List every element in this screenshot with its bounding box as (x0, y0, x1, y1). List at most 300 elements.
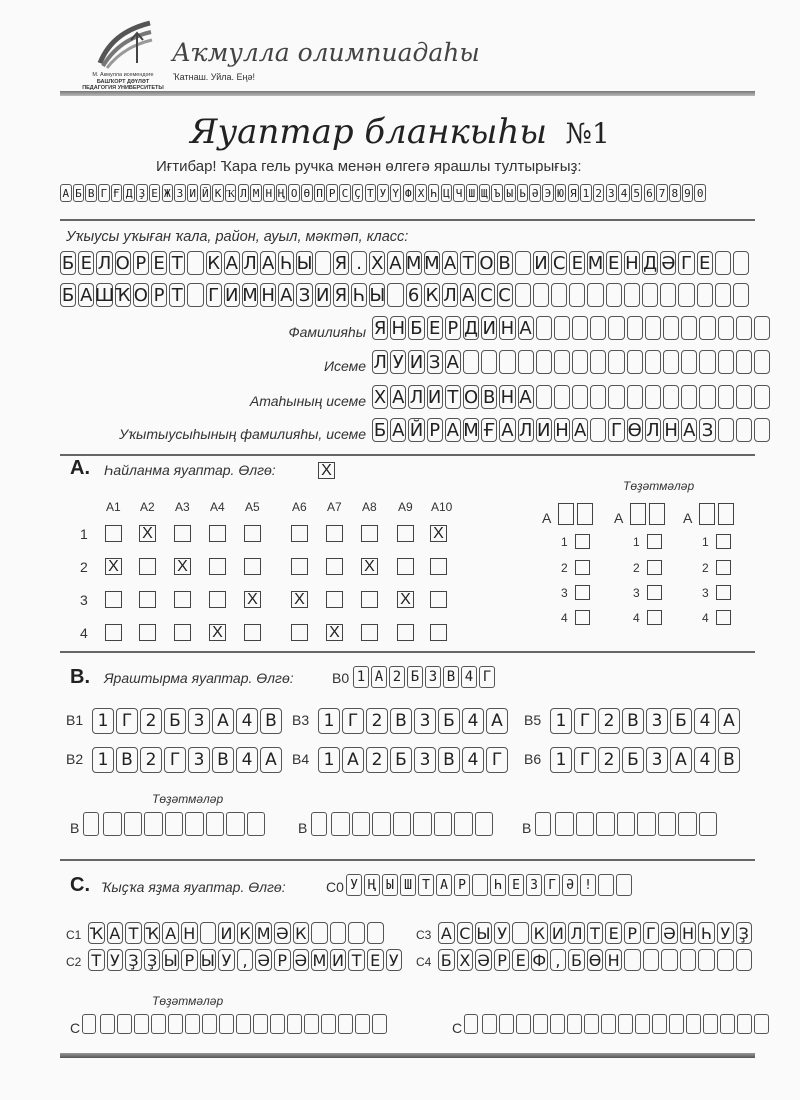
person-char-cell[interactable] (463, 350, 479, 374)
school-char-cell[interactable] (715, 251, 731, 275)
corr-cell[interactable] (637, 812, 656, 836)
corr-cell[interactable] (226, 812, 245, 836)
person-char-cell[interactable]: Н (391, 317, 406, 339)
person-char-cell[interactable] (754, 316, 770, 340)
match-answer-cell[interactable]: 3 (414, 708, 436, 734)
match-answer-cell[interactable]: 1 (550, 708, 572, 734)
sample-short-cell[interactable]: З (526, 874, 542, 896)
person-char-cell[interactable]: Й (409, 419, 424, 441)
person-char-cell[interactable]: Н (500, 386, 515, 408)
sample-match-cell[interactable]: В (443, 666, 459, 688)
person-char-cell[interactable] (663, 350, 679, 374)
person-char-cell[interactable]: Г (608, 418, 624, 442)
match-answer-cell[interactable]: А (342, 747, 364, 773)
school-char-cell[interactable] (624, 283, 640, 307)
corr-cell[interactable] (321, 1014, 336, 1034)
corr-cell[interactable] (185, 812, 204, 836)
school-char-cell[interactable]: К (425, 284, 439, 306)
sample-short-cell[interactable]: Р (454, 874, 470, 896)
answer-checkbox[interactable]: X (291, 591, 308, 608)
corr-cell[interactable] (754, 1014, 769, 1034)
corr-cell[interactable] (270, 1014, 285, 1034)
short-answer-cell[interactable]: Н (605, 949, 622, 971)
match-answer-cell[interactable]: В (260, 708, 282, 734)
match-answer-cell[interactable]: 2 (366, 747, 388, 773)
sample-short-cell[interactable]: Ә (562, 874, 578, 896)
short-answer-cell[interactable]: У (386, 949, 403, 971)
corr-cell[interactable] (669, 1014, 684, 1034)
corr-cell[interactable] (413, 812, 432, 836)
short-answer-cell[interactable] (311, 922, 328, 944)
match-answer-cell[interactable]: 4 (462, 708, 484, 734)
match-answer-cell[interactable]: 1 (550, 747, 572, 773)
corr-cell[interactable] (601, 1014, 616, 1034)
person-char-cell[interactable] (572, 385, 588, 409)
sample-match-cell[interactable]: 3 (425, 666, 441, 688)
person-char-cell[interactable] (718, 418, 734, 442)
corr-cell[interactable] (499, 1014, 514, 1034)
short-answer-cell[interactable]: , (237, 949, 254, 971)
short-answer-cell[interactable]: М (312, 950, 327, 970)
sample-match-cell[interactable]: 2 (389, 666, 405, 688)
answer-checkbox[interactable] (361, 525, 378, 542)
answer-checkbox[interactable] (430, 624, 447, 641)
answer-checkbox[interactable] (105, 591, 122, 608)
person-char-cell[interactable] (681, 385, 697, 409)
school-char-cell[interactable]: К (207, 252, 220, 274)
sample-short-cell[interactable]: Е (508, 874, 524, 896)
short-answer-cell[interactable]: Т (348, 949, 365, 971)
corr-checkbox[interactable] (716, 534, 731, 549)
person-char-cell[interactable] (736, 350, 752, 374)
answer-checkbox[interactable] (326, 591, 343, 608)
sample-short-cell[interactable]: ! (580, 874, 596, 896)
corr-box[interactable] (630, 503, 646, 525)
school-char-cell[interactable]: Е (606, 251, 622, 275)
school-char-cell[interactable]: Һ (280, 252, 293, 274)
person-char-cell[interactable]: И (427, 386, 442, 408)
person-char-cell[interactable] (699, 350, 715, 374)
match-answer-cell[interactable]: 4 (694, 747, 716, 773)
corr-cell[interactable] (475, 812, 494, 836)
short-answer-cell[interactable]: К (293, 922, 310, 944)
corr-cell[interactable] (703, 1014, 718, 1034)
school-char-cell[interactable]: Т (460, 251, 476, 275)
corr-cell[interactable] (516, 1014, 531, 1034)
answer-checkbox[interactable] (139, 591, 156, 608)
person-char-cell[interactable] (499, 350, 515, 374)
short-answer-cell[interactable] (698, 949, 715, 971)
corr-cell[interactable] (83, 812, 99, 836)
person-char-cell[interactable]: Е (427, 316, 443, 340)
corr-cell[interactable] (82, 1014, 96, 1034)
school-char-cell[interactable] (678, 283, 694, 307)
short-answer-cell[interactable]: Ы (163, 950, 178, 970)
short-answer-cell[interactable]: Е (367, 949, 384, 971)
person-char-cell[interactable]: М (463, 419, 479, 441)
person-char-cell[interactable] (608, 385, 624, 409)
answer-checkbox[interactable] (361, 624, 378, 641)
short-answer-cell[interactable]: И (330, 949, 347, 971)
answer-checkbox[interactable]: X (139, 525, 156, 542)
answer-checkbox[interactable]: X (361, 558, 378, 575)
short-answer-cell[interactable] (200, 922, 217, 944)
answer-checkbox[interactable] (209, 525, 226, 542)
person-char-cell[interactable]: О (463, 386, 479, 408)
person-char-cell[interactable]: Т (445, 385, 461, 409)
school-char-cell[interactable]: И (534, 252, 548, 274)
answer-checkbox[interactable]: X (244, 591, 261, 608)
person-char-cell[interactable]: Н (500, 317, 515, 339)
answer-checkbox[interactable] (326, 558, 343, 575)
match-answer-cell[interactable]: 3 (188, 747, 210, 773)
match-answer-cell[interactable]: В (212, 747, 234, 773)
answer-checkbox[interactable] (397, 624, 414, 641)
sample-match-cell[interactable]: Г (479, 666, 495, 688)
school-char-cell[interactable] (515, 283, 531, 307)
person-char-cell[interactable]: И (409, 351, 424, 373)
person-char-cell[interactable] (718, 350, 734, 374)
answer-checkbox[interactable]: X (430, 525, 447, 542)
sample-short-cell[interactable]: Г (544, 874, 560, 896)
short-answer-cell[interactable] (330, 922, 347, 944)
corr-cell[interactable] (236, 1014, 251, 1034)
match-answer-cell[interactable]: Г (574, 747, 596, 773)
school-char-cell[interactable]: С (552, 252, 566, 274)
person-char-cell[interactable]: Р (445, 316, 461, 340)
answer-checkbox[interactable] (209, 558, 226, 575)
corr-cell[interactable] (253, 1014, 268, 1034)
corr-box[interactable] (577, 503, 593, 525)
school-char-cell[interactable]: А (389, 252, 402, 274)
match-answer-cell[interactable]: А (486, 708, 508, 734)
short-answer-cell[interactable] (661, 949, 678, 971)
match-answer-cell[interactable]: 4 (694, 708, 716, 734)
answer-checkbox[interactable] (105, 624, 122, 641)
person-char-cell[interactable] (536, 350, 552, 374)
school-char-cell[interactable]: 6 (406, 283, 422, 307)
sample-match-cell[interactable]: 1 (353, 666, 369, 688)
answer-checkbox[interactable] (326, 525, 343, 542)
school-char-cell[interactable]: Б (61, 252, 75, 274)
corr-cell[interactable] (652, 1014, 667, 1034)
answer-checkbox[interactable] (291, 624, 308, 641)
person-char-cell[interactable] (590, 418, 606, 442)
short-answer-cell[interactable]: Е (512, 949, 529, 971)
answer-checkbox[interactable] (244, 525, 261, 542)
person-char-cell[interactable] (627, 385, 643, 409)
short-answer-cell[interactable] (736, 949, 753, 971)
person-char-cell[interactable]: Б (373, 419, 387, 441)
person-char-cell[interactable] (627, 316, 643, 340)
short-answer-cell[interactable]: М (256, 923, 271, 943)
person-char-cell[interactable] (663, 316, 679, 340)
short-answer-cell[interactable]: Т (587, 922, 604, 944)
school-char-cell[interactable] (515, 251, 531, 275)
school-char-cell[interactable]: Е (78, 251, 94, 275)
corr-cell[interactable] (117, 1014, 132, 1034)
short-answer-cell[interactable]: Ҡ (89, 923, 104, 943)
school-char-cell[interactable]: Н (261, 284, 275, 306)
answer-checkbox[interactable] (174, 624, 191, 641)
person-char-cell[interactable] (736, 316, 752, 340)
short-answer-cell[interactable]: Р (274, 949, 291, 971)
school-char-cell[interactable]: Ш (94, 284, 115, 306)
match-answer-cell[interactable]: А (212, 708, 234, 734)
person-char-cell[interactable] (754, 350, 770, 374)
short-answer-cell[interactable] (512, 922, 529, 944)
corr-checkbox[interactable] (716, 585, 731, 600)
corr-cell[interactable] (100, 1014, 115, 1034)
answer-checkbox[interactable] (174, 591, 191, 608)
match-answer-cell[interactable]: 1 (92, 747, 114, 773)
person-char-cell[interactable] (736, 418, 752, 442)
person-char-cell[interactable] (681, 350, 697, 374)
school-char-cell[interactable]: Д (643, 252, 658, 274)
match-answer-cell[interactable]: 2 (140, 747, 162, 773)
answer-checkbox[interactable] (397, 558, 414, 575)
corr-checkbox[interactable] (575, 560, 590, 575)
school-char-cell[interactable]: В (498, 252, 511, 274)
corr-cell[interactable] (482, 1014, 497, 1034)
short-answer-cell[interactable] (367, 922, 384, 944)
match-answer-cell[interactable]: 4 (236, 708, 258, 734)
school-char-cell[interactable] (697, 283, 713, 307)
person-char-cell[interactable] (590, 316, 606, 340)
corr-box[interactable] (699, 503, 715, 525)
person-char-cell[interactable]: И (482, 317, 496, 339)
short-answer-cell[interactable]: Г (643, 922, 660, 944)
corr-cell[interactable] (352, 812, 371, 836)
school-char-cell[interactable] (187, 283, 203, 307)
school-char-cell[interactable]: Ы (296, 252, 313, 274)
corr-cell[interactable] (168, 1014, 183, 1034)
school-char-cell[interactable]: З (296, 283, 312, 307)
school-char-cell[interactable] (733, 283, 749, 307)
person-char-cell[interactable]: А (683, 419, 696, 441)
match-answer-cell[interactable]: В (622, 708, 644, 734)
person-char-cell[interactable]: Ғ (481, 418, 497, 442)
short-answer-cell[interactable]: Б (568, 949, 585, 971)
corr-cell[interactable] (434, 812, 453, 836)
corr-cell[interactable] (678, 812, 697, 836)
school-char-cell[interactable]: Я (334, 284, 348, 306)
sample-short-cell[interactable]: Ш (400, 874, 416, 896)
person-char-cell[interactable] (554, 350, 570, 374)
school-char-cell[interactable] (387, 283, 403, 307)
corr-cell[interactable] (617, 812, 636, 836)
corr-cell[interactable] (304, 1014, 319, 1034)
match-answer-cell[interactable]: Г (164, 747, 186, 773)
person-char-cell[interactable] (718, 385, 734, 409)
school-char-cell[interactable]: О (115, 252, 130, 274)
match-answer-cell[interactable]: В (438, 747, 460, 773)
person-char-cell[interactable]: А (501, 419, 514, 441)
corr-cell[interactable] (567, 1014, 582, 1034)
person-char-cell[interactable]: А (573, 419, 587, 441)
corr-cell[interactable] (202, 1014, 217, 1034)
corr-box[interactable] (649, 503, 665, 525)
short-answer-cell[interactable]: Е (605, 922, 622, 944)
corr-cell[interactable] (144, 812, 163, 836)
answer-checkbox[interactable] (244, 558, 261, 575)
corr-cell[interactable] (311, 812, 327, 836)
person-char-cell[interactable] (608, 316, 624, 340)
corr-cell[interactable] (550, 1014, 565, 1034)
person-char-cell[interactable] (645, 385, 661, 409)
corr-cell[interactable] (393, 812, 412, 836)
person-char-cell[interactable] (536, 385, 552, 409)
corr-box[interactable] (558, 503, 574, 525)
corr-cell[interactable] (219, 1014, 234, 1034)
short-answer-cell[interactable]: Ө (588, 950, 602, 970)
sample-short-cell[interactable]: Ң (364, 874, 380, 896)
corr-cell[interactable] (355, 1014, 370, 1034)
person-char-cell[interactable]: Л (518, 419, 533, 441)
person-char-cell[interactable] (645, 316, 661, 340)
person-char-cell[interactable] (554, 316, 570, 340)
person-char-cell[interactable] (554, 385, 570, 409)
answer-checkbox[interactable] (139, 558, 156, 575)
school-char-cell[interactable]: А (443, 252, 457, 274)
person-char-cell[interactable] (663, 385, 679, 409)
school-char-cell[interactable]: М (587, 252, 604, 274)
school-char-cell[interactable] (660, 283, 676, 307)
corr-cell[interactable] (699, 812, 718, 836)
person-char-cell[interactable]: Н (664, 419, 678, 441)
match-answer-cell[interactable]: Б (164, 708, 186, 734)
school-char-cell[interactable]: А (225, 252, 238, 274)
corr-cell[interactable] (124, 812, 143, 836)
corr-checkbox[interactable] (647, 585, 662, 600)
match-answer-cell[interactable]: А (260, 747, 282, 773)
person-char-cell[interactable]: А (519, 386, 532, 408)
match-answer-cell[interactable]: 2 (598, 708, 620, 734)
short-answer-cell[interactable]: А (107, 922, 124, 944)
sample-short-cell[interactable]: А (436, 874, 452, 896)
short-answer-cell[interactable]: А (438, 922, 455, 944)
short-answer-cell[interactable]: Н (680, 922, 697, 944)
match-answer-cell[interactable]: 3 (414, 747, 436, 773)
corr-checkbox[interactable] (575, 534, 590, 549)
school-char-cell[interactable]: А (261, 252, 275, 274)
sample-match-cell[interactable]: 4 (461, 666, 477, 688)
match-answer-cell[interactable]: Б (438, 708, 460, 734)
school-char-cell[interactable]: А (80, 284, 93, 306)
school-char-cell[interactable] (315, 251, 331, 275)
person-char-cell[interactable]: А (446, 419, 459, 441)
person-char-cell[interactable] (645, 350, 661, 374)
match-answer-cell[interactable]: Г (574, 708, 596, 734)
short-answer-cell[interactable]: Ы (200, 950, 215, 970)
short-answer-cell[interactable] (643, 949, 660, 971)
school-char-cell[interactable]: М (405, 252, 422, 274)
person-char-cell[interactable] (590, 350, 606, 374)
match-answer-cell[interactable]: Г (342, 708, 364, 734)
person-char-cell[interactable]: З (699, 418, 715, 442)
corr-checkbox[interactable] (716, 610, 731, 625)
match-answer-cell[interactable]: 3 (646, 747, 668, 773)
person-char-cell[interactable] (754, 418, 770, 442)
match-answer-cell[interactable]: Б (670, 708, 692, 734)
corr-checkbox[interactable] (716, 560, 731, 575)
school-char-cell[interactable] (187, 251, 203, 275)
school-char-cell[interactable] (642, 283, 658, 307)
person-char-cell[interactable] (736, 385, 752, 409)
school-char-cell[interactable]: М (242, 284, 258, 306)
person-char-cell[interactable] (681, 316, 697, 340)
match-answer-cell[interactable]: 2 (598, 747, 620, 773)
person-char-cell[interactable] (536, 316, 552, 340)
school-char-cell[interactable]: О (133, 284, 148, 306)
corr-cell[interactable] (535, 812, 551, 836)
person-char-cell[interactable]: Н (555, 419, 569, 441)
school-char-cell[interactable]: М (424, 252, 440, 274)
school-char-cell[interactable]: Е (697, 251, 713, 275)
school-char-cell[interactable]: Е (151, 251, 167, 275)
answer-checkbox[interactable] (244, 624, 261, 641)
match-answer-cell[interactable]: Г (486, 747, 508, 773)
sample-short-cell[interactable] (598, 874, 614, 896)
short-answer-cell[interactable]: Н (181, 922, 198, 944)
school-char-cell[interactable] (551, 283, 567, 307)
short-answer-cell[interactable]: Ф (532, 950, 547, 970)
short-answer-cell[interactable]: Р (624, 922, 641, 944)
answer-checkbox[interactable] (291, 558, 308, 575)
sample-match-cell[interactable]: А (371, 666, 387, 688)
corr-cell[interactable] (287, 1014, 302, 1034)
school-char-cell[interactable]: Н (625, 252, 639, 274)
match-answer-cell[interactable]: Б (390, 747, 412, 773)
corr-checkbox[interactable] (575, 610, 590, 625)
match-answer-cell[interactable]: 4 (236, 747, 258, 773)
short-answer-cell[interactable]: И (550, 922, 567, 944)
short-answer-cell[interactable]: Ҡ (145, 923, 159, 943)
short-answer-cell[interactable] (717, 949, 734, 971)
school-char-cell[interactable]: Р (151, 283, 167, 307)
sample-short-cell[interactable] (472, 874, 488, 896)
short-answer-cell[interactable]: Р (494, 949, 511, 971)
corr-cell[interactable] (206, 812, 225, 836)
short-answer-cell[interactable]: Л (568, 922, 585, 944)
corr-cell[interactable] (134, 1014, 149, 1034)
school-char-cell[interactable]: А (280, 284, 293, 306)
answer-checkbox[interactable] (430, 558, 447, 575)
person-char-cell[interactable]: В (483, 386, 496, 408)
school-char-cell[interactable]: И (225, 284, 239, 306)
short-answer-cell[interactable]: И (218, 922, 235, 944)
short-answer-cell[interactable]: Ҙ (736, 922, 753, 944)
answer-checkbox[interactable]: X (174, 558, 191, 575)
short-answer-cell[interactable]: У (494, 922, 511, 944)
school-char-cell[interactable] (715, 283, 731, 307)
sample-short-cell[interactable]: Т (418, 874, 434, 896)
short-answer-cell[interactable]: К (531, 922, 548, 944)
school-char-cell[interactable]: С (498, 284, 511, 306)
short-answer-cell[interactable]: Ә (663, 923, 676, 943)
corr-cell[interactable] (454, 812, 473, 836)
school-char-cell[interactable]: Ҡ (114, 284, 131, 306)
corr-cell[interactable] (103, 812, 122, 836)
match-answer-cell[interactable]: В (116, 747, 138, 773)
match-answer-cell[interactable]: 2 (366, 708, 388, 734)
short-answer-cell[interactable]: Ҙ (144, 949, 161, 971)
person-char-cell[interactable]: Б (410, 317, 423, 339)
person-char-cell[interactable] (754, 385, 770, 409)
person-char-cell[interactable] (699, 385, 715, 409)
corr-checkbox[interactable] (575, 585, 590, 600)
person-char-cell[interactable]: Л (373, 351, 387, 373)
